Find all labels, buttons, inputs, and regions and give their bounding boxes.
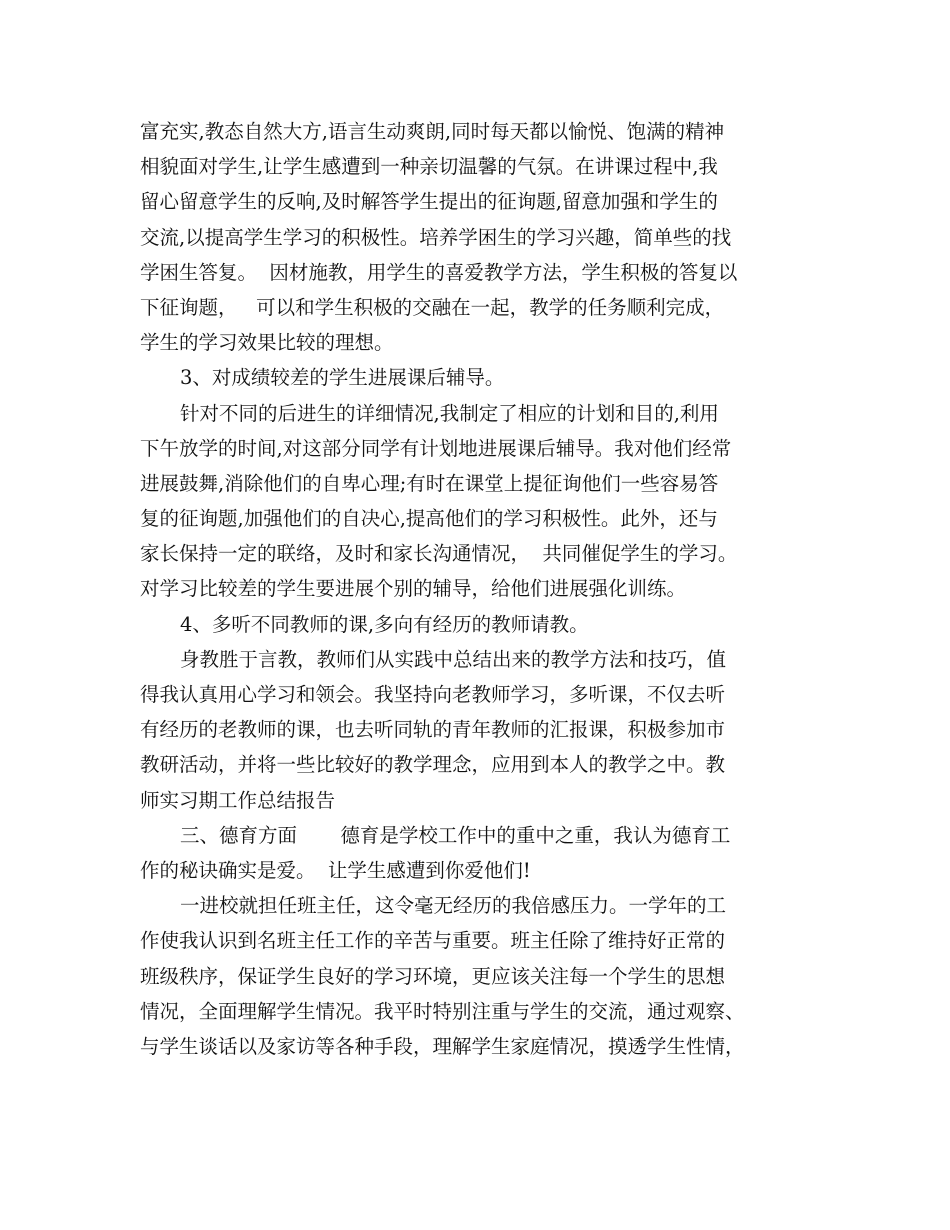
text-line: 作使我认识到名班主任工作的辛苦与重要。班主任除了维持好正常的 [140, 929, 726, 953]
text-line: 学困生答复。 因材施教，用学生的喜爱教学方法，学生积极的答复以 [140, 260, 738, 284]
text-line: 相貌面对学生,让学生感遭到一种亲切温馨的气氛。在讲课过程中,我 [140, 155, 718, 179]
text-line: 留心留意学生的反响,及时解答学生提出的征询题,留意加强和学生的 [140, 190, 718, 214]
text-line: 三、德育方面 德育是学校工作中的重中之重，我认为德育工 [180, 823, 731, 847]
text-line: 师实习期工作总结报告 [140, 788, 336, 812]
text-line: 教研活动，并将一些比较好的教学理念，应用到本人的教学之中。教 [140, 753, 726, 777]
text-line: 得我认真用心学习和领会。我坚持向老教师学习，多听课，不仅去听 [140, 683, 726, 706]
text-line: 富充实,教态自然大方,语言生动爽朗,同时每天都以愉悦、饱满的精神 [140, 120, 725, 143]
text-line: 针对不同的后进生的详细情况,我制定了相应的计划和目的,利用 [180, 401, 719, 425]
text-line: 身教胜于言教，教师们从实践中总结出来的教学方法和技巧，值 [180, 647, 727, 671]
text-line: 对学习比较差的学生要进展个别的辅导，给他们进展强化训练。 [140, 577, 687, 601]
text-line: 班级秩序，保证学生良好的学习环境，更应该关注每一个学生的思想 [140, 964, 726, 988]
text-line: 交流,以提高学生学习的积极性。培养学困生的学习兴趣，简单些的找 [140, 225, 732, 249]
text-line: 4、多听不同教师的课,多向有经历的教师请教。 [180, 612, 589, 636]
text-line: 与学生谈话以及家访等各种手段，理解学生家庭情况，摸透学生性情， [140, 1034, 745, 1058]
document-body [140, 114, 825, 1064]
text-line: 情况，全面理解学生情况。我平时特别注重与学生的交流，通过观察、 [140, 999, 745, 1023]
text-line: 进展鼓舞,消除他们的自卑心理;有时在课堂上提征询他们一些容易答 [140, 471, 719, 495]
text-line: 3、对成绩较差的学生进展课后辅导。 [180, 366, 505, 390]
text-line: 作的秘诀确实是爱。 让学生感遭到你爱他们! [140, 858, 531, 882]
text-line: 下征询题， 可以和学生积极的交融在一起，教学的任务顺利完成， [140, 295, 725, 319]
text-line: 有经历的老教师的课，也去听同轨的青年教师的汇报课，积极参加市 [140, 718, 726, 742]
text-line: 学生的学习效果比较的理想。 [140, 331, 394, 355]
text-line: 复的征询题,加强他们的自决心,提高他们的学习积极性。此外，还与 [140, 507, 718, 531]
text-line: 家长保持一定的联络，及时和家长沟通情况， 共同催促学生的学习。 [140, 542, 738, 566]
text-line: 一进校就担任班主任，这令毫无经历的我倍感压力。一学年的工 [180, 894, 727, 918]
text-line: 下午放学的时间,对这部分同学有计划地进展课后辅导。我对他们经常 [140, 436, 732, 460]
